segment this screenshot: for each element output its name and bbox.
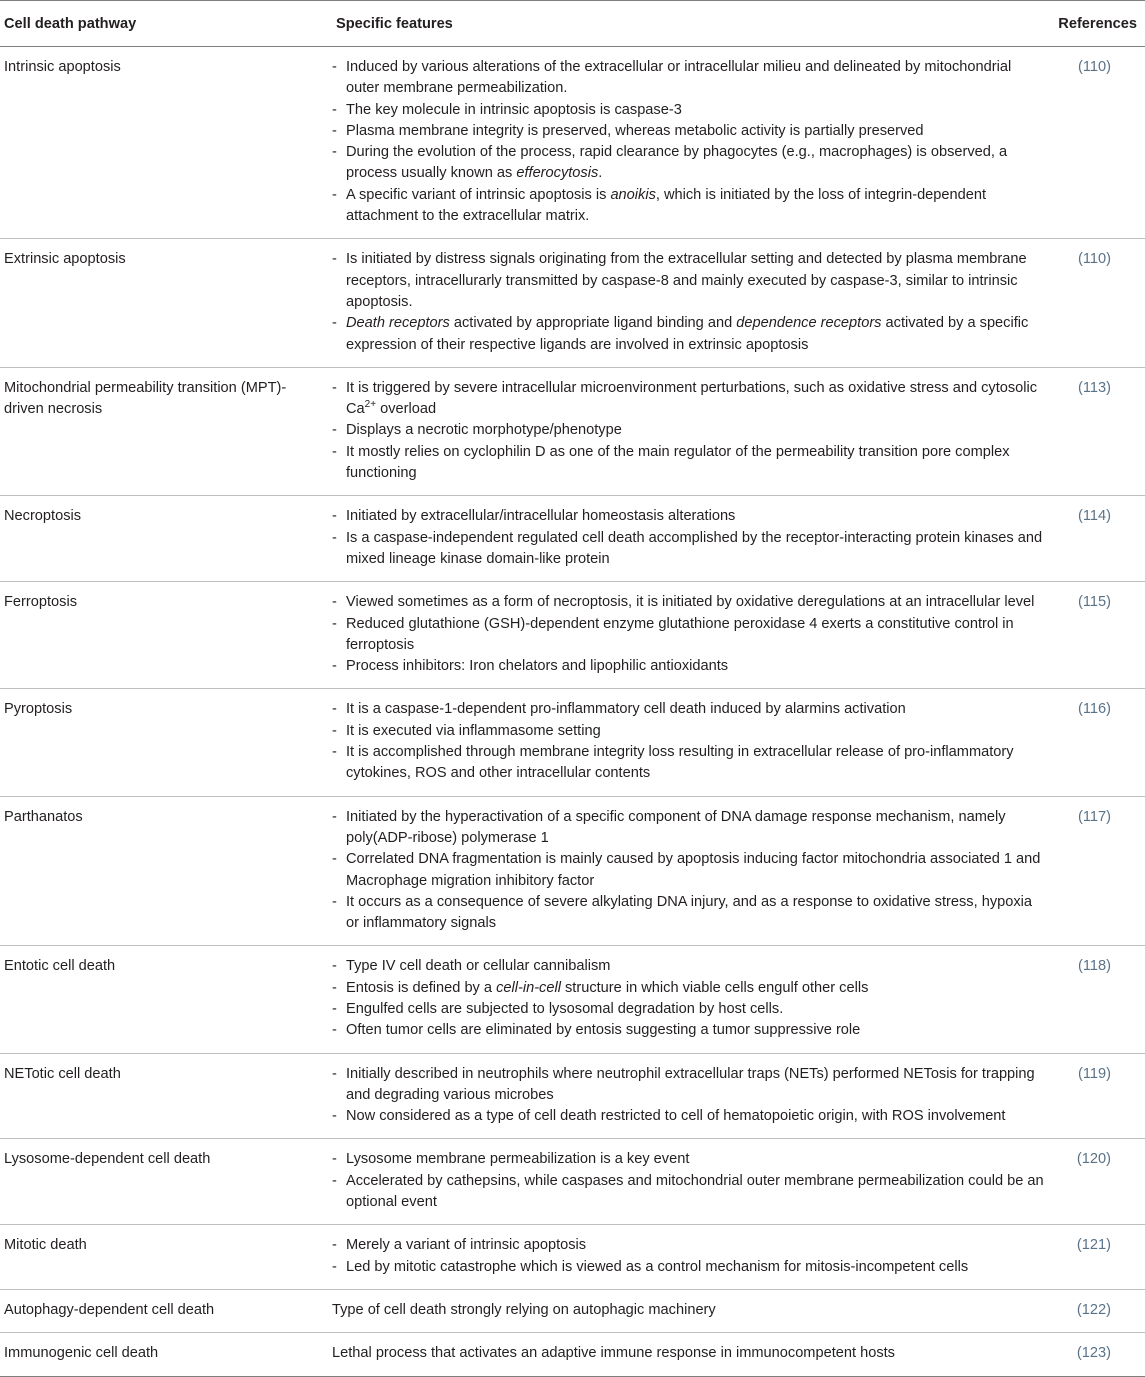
pathway-name: Ferroptosis [0, 582, 332, 689]
feature-item: - Is initiated by distress signals originating from the extracellular setting and detected by plasma membrane receptors, intracellurarly transmitted by caspase-8 and mainly executed by caspase-3, similar to intrinsic apoptosis. [332, 249, 1046, 313]
feature-item: - Initially described in neutrophils where neutrophil extracellular traps (NETs) performed NETosis for trapping and degrading various microbes [332, 1064, 1046, 1107]
table-row [0, 1289, 1145, 1332]
table-row [0, 496, 1145, 582]
feature-item: - It mostly relies on cyclophilin D as one of the main regulator of the permeability transition pore complex functioning [332, 442, 1046, 485]
header-row [0, 1, 1145, 47]
table-row [0, 1333, 1145, 1376]
pathway-name: NETotic cell death [0, 1053, 332, 1139]
feature-item: - Induced by various alterations of the extracellular or intracellular milieu and delineated by mitochondrial outer membrane permeabilization. [332, 57, 1046, 100]
table-row [0, 946, 1145, 1053]
reference-link[interactable]: (110) [1050, 239, 1145, 367]
feature-item: - Accelerated by cathepsins, while caspases and mitochondrial outer membrane permeabilization could be an optional event [332, 1171, 1046, 1214]
feature-item: - Displays a necrotic morphotype/phenotype [332, 420, 1046, 441]
specific-features [332, 47, 1050, 239]
feature-item: - Often tumor cells are eliminated by entosis suggesting a tumor suppressive role [332, 1020, 1046, 1041]
reference-link[interactable]: (118) [1050, 946, 1145, 1053]
reference-link[interactable]: (116) [1050, 689, 1145, 796]
specific-features [332, 582, 1050, 689]
pathway-name: Immunogenic cell death [0, 1333, 332, 1376]
specific-features [332, 796, 1050, 946]
feature-item: - Initiated by extracellular/intracellular homeostasis alterations [332, 506, 1046, 527]
feature-item: - Viewed sometimes as a form of necroptosis, it is initiated by oxidative deregulations at an intracellular level [332, 592, 1046, 613]
table-row [0, 1053, 1145, 1139]
feature-item: - A specific variant of intrinsic apoptosis is anoikis, which is initiated by the loss of integrin-dependent attachment to the extracellular matrix. [332, 185, 1046, 228]
table-row [0, 239, 1145, 367]
pathway-name: Parthanatos [0, 796, 332, 946]
table-body [0, 47, 1145, 1377]
reference-link[interactable]: (122) [1050, 1289, 1145, 1332]
feature-item: - The key molecule in intrinsic apoptosis is caspase-3 [332, 100, 1046, 121]
reference-link[interactable]: (114) [1050, 496, 1145, 582]
feature-item: - It is a caspase-1-dependent pro-inflammatory cell death induced by alarmins activation [332, 699, 1046, 720]
pathway-name: Autophagy-dependent cell death [0, 1289, 332, 1332]
specific-features [332, 1289, 1050, 1332]
feature-item: - Merely a variant of intrinsic apoptosis [332, 1235, 1046, 1256]
pathway-name: Mitochondrial permeability transition (MPT)-driven necrosis [0, 367, 332, 495]
feature-item: - Engulfed cells are subjected to lysosomal degradation by host cells. [332, 999, 1046, 1020]
feature-item: - Entosis is defined by a cell-in-cell structure in which viable cells engulf other cells [332, 978, 1046, 999]
reference-link[interactable]: (119) [1050, 1053, 1145, 1139]
feature-item: - It occurs as a consequence of severe alkylating DNA injury, and as a response to oxidative stress, hypoxia or inflammatory signals [332, 892, 1046, 935]
reference-link[interactable]: (120) [1050, 1139, 1145, 1225]
pathway-name: Pyroptosis [0, 689, 332, 796]
specific-features [332, 1139, 1050, 1225]
table-row [0, 796, 1145, 946]
feature-item: - Correlated DNA fragmentation is mainly caused by apoptosis inducing factor mitochondria associated 1 and Macrophage migration inhibitory factor [332, 849, 1046, 892]
feature-item: - It is accomplished through membrane integrity loss resulting in extracellular release of pro-inflammatory cytokines, ROS and other intracellular contents [332, 742, 1046, 785]
specific-features [332, 689, 1050, 796]
pathway-name: Mitotic death [0, 1225, 332, 1290]
feature-item: - It is triggered by severe intracellular microenvironment perturbations, such as oxidative stress and cytosolic $Ca^{2+}$ overload [332, 378, 1046, 421]
feature-item: - Is a caspase-independent regulated cell death accomplished by the receptor-interacting protein kinases and mixed lineage kinase domain-like protein [332, 528, 1046, 571]
specific-features [332, 496, 1050, 582]
specific-features [332, 1333, 1050, 1376]
feature-item: - Reduced glutathione (GSH)-dependent enzyme glutathione peroxidase 4 exerts a constitutive control in ferroptosis [332, 614, 1046, 657]
specific-features [332, 1053, 1050, 1139]
feature-item: - Lysosome membrane permeabilization is a key event [332, 1149, 1046, 1170]
reference-link[interactable]: (121) [1050, 1225, 1145, 1290]
pathway-name: Intrinsic apoptosis [0, 47, 332, 239]
reference-link[interactable]: (123) [1050, 1333, 1145, 1376]
table-row [0, 47, 1145, 239]
feature-text: Lethal process that activates an adaptive immune response in immunocompetent hosts [332, 1345, 895, 1362]
pathway-name: Entotic cell death [0, 946, 332, 1053]
feature-item: - Led by mitotic catastrophe which is viewed as a control mechanism for mitosis-incompetent cells [332, 1257, 1046, 1278]
pathway-name: Lysosome-dependent cell death [0, 1139, 332, 1225]
specific-features [332, 367, 1050, 495]
feature-item: - Process inhibitors: Iron chelators and lipophilic antioxidants [332, 656, 1046, 677]
pathway-name: Necroptosis [0, 496, 332, 582]
feature-item: - Plasma membrane integrity is preserved, whereas metabolic activity is partially preserved [332, 121, 1046, 142]
reference-link[interactable]: (113) [1050, 367, 1145, 495]
feature-item: - Death receptors activated by appropriate ligand binding and dependence receptors activated by a specific expression of their respective ligands are involved in extrinsic apoptosis [332, 313, 1046, 356]
specific-features [332, 946, 1050, 1053]
header-references: References [1050, 1, 1145, 47]
feature-text: Type of cell death strongly relying on autophagic machinery [332, 1301, 716, 1318]
table-row [0, 1139, 1145, 1225]
feature-item: - Type IV cell death or cellular cannibalism [332, 956, 1046, 977]
table-row [0, 1225, 1145, 1290]
feature-item: - Now considered as a type of cell death restricted to cell of hematopoietic origin, with ROS involvement [332, 1106, 1046, 1127]
specific-features [332, 1225, 1050, 1290]
feature-item: - During the evolution of the process, rapid clearance by phagocytes (e.g., macrophages) is observed, a process usually known as efferocytosis. [332, 142, 1046, 185]
reference-link[interactable]: (117) [1050, 796, 1145, 946]
reference-link[interactable]: (110) [1050, 47, 1145, 239]
header-pathway: Cell death pathway [0, 1, 332, 47]
header-features: Specific features [332, 1, 1050, 47]
table-row [0, 689, 1145, 796]
feature-item: - It is executed via inflammasome setting [332, 721, 1046, 742]
table-row [0, 367, 1145, 495]
specific-features [332, 239, 1050, 367]
feature-item: - Initiated by the hyperactivation of a specific component of DNA damage response mechanism, namely poly(ADP-ribose) polymerase 1 [332, 807, 1046, 850]
table-row [0, 582, 1145, 689]
pathway-name: Extrinsic apoptosis [0, 239, 332, 367]
reference-link[interactable]: (115) [1050, 582, 1145, 689]
